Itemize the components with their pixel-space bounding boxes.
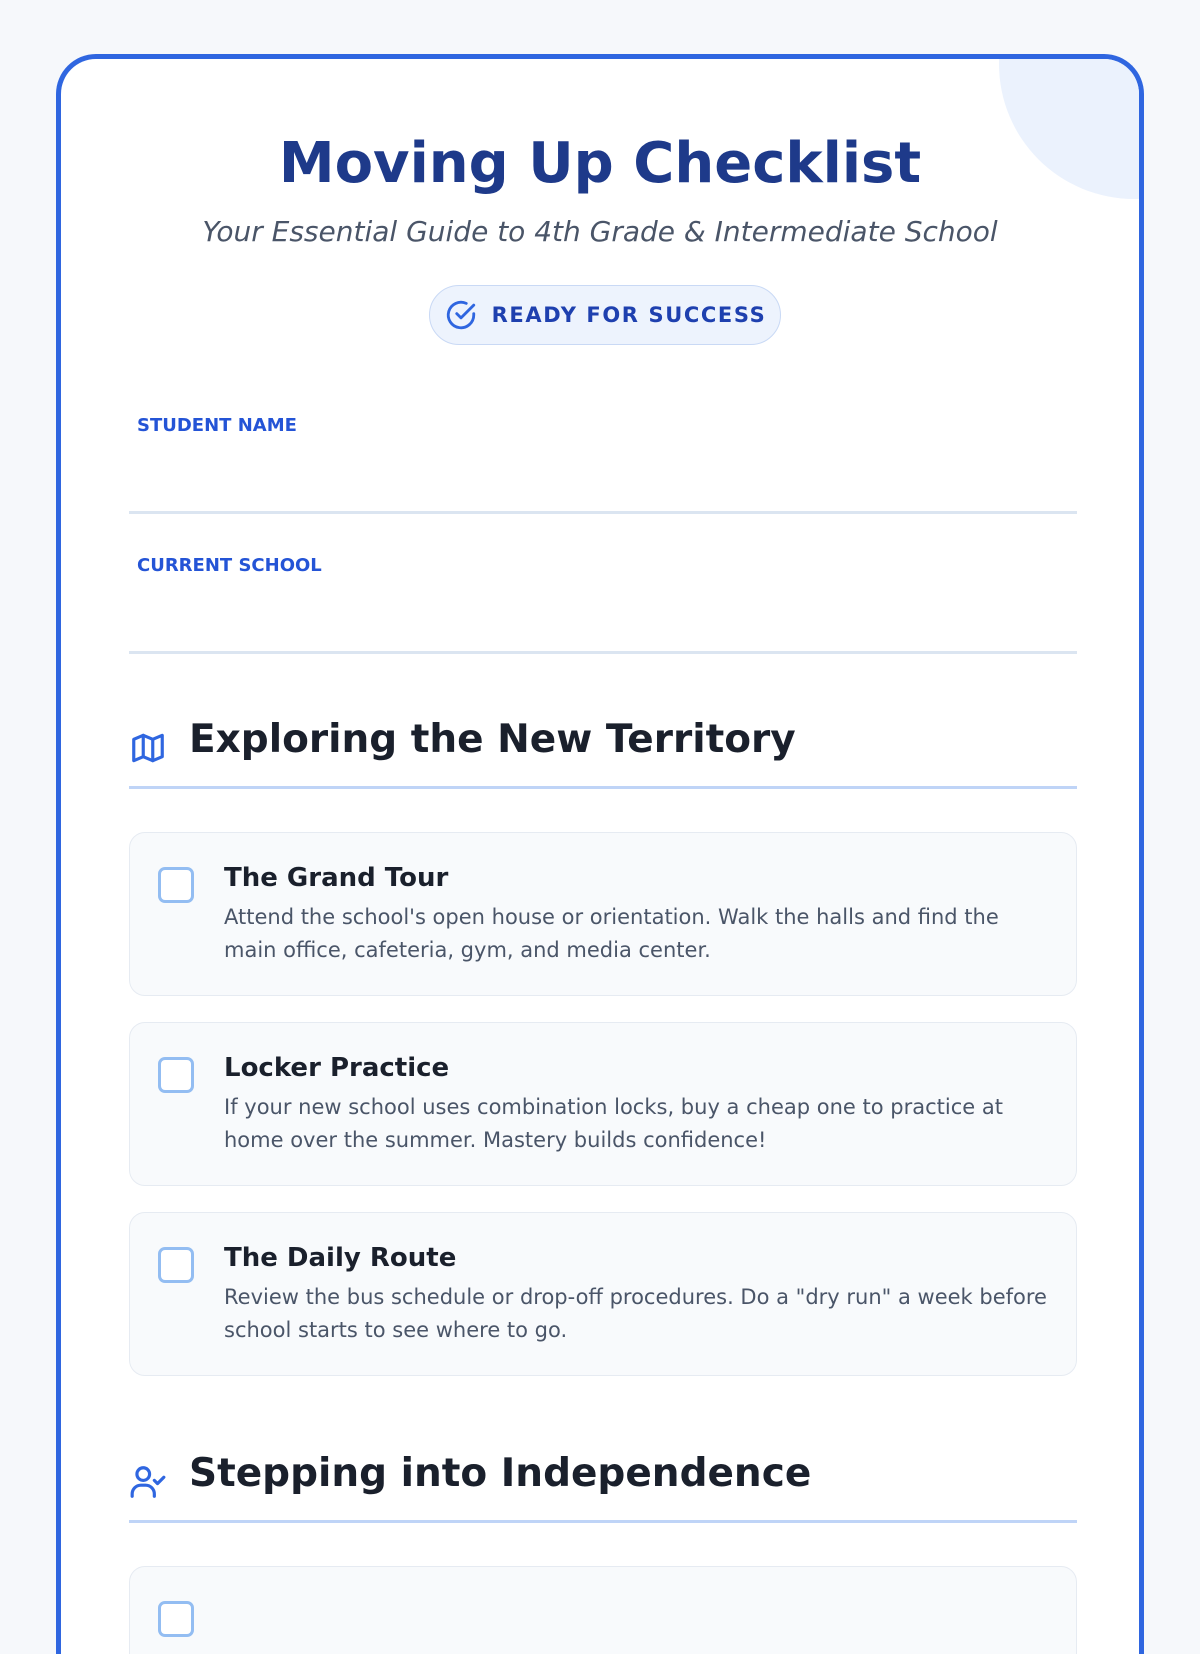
checklist-item[interactable] bbox=[129, 1022, 1077, 1186]
check-circle-icon bbox=[444, 298, 478, 332]
checklist-card bbox=[56, 54, 1144, 1654]
item-checkbox[interactable] bbox=[158, 1247, 194, 1283]
student-name-field[interactable] bbox=[129, 511, 1077, 514]
item-description: Attend the school's open house or orientation. Walk the halls and find the main office, cafeteria, gym, and media center. bbox=[224, 905, 999, 962]
checklist-item[interactable] bbox=[129, 832, 1077, 996]
current-school-field[interactable] bbox=[129, 651, 1077, 654]
page-subtitle: Your Essential Guide to 4th Grade & Intermediate School bbox=[202, 215, 998, 248]
section-divider bbox=[129, 1520, 1077, 1523]
item-description: Review the bus schedule or drop-off procedures. Do a "dry run" a week before school starts to see where to go. bbox=[224, 1285, 1047, 1342]
checklist-item[interactable] bbox=[129, 1566, 1077, 1654]
section-title: Stepping into Independence bbox=[189, 1451, 812, 1496]
map-icon bbox=[129, 729, 167, 767]
current-school-label: CURRENT SCHOOL bbox=[137, 555, 322, 576]
item-title: The Daily Route bbox=[224, 1243, 457, 1273]
checklist-item[interactable] bbox=[129, 1212, 1077, 1376]
section-independence bbox=[129, 1447, 1077, 1523]
item-checkbox[interactable] bbox=[158, 1601, 194, 1637]
section-exploring bbox=[129, 713, 1077, 789]
item-checkbox[interactable] bbox=[158, 867, 194, 903]
page-title: Moving Up Checklist bbox=[278, 131, 922, 196]
item-title: The Grand Tour bbox=[224, 863, 449, 893]
section-divider bbox=[129, 786, 1077, 789]
ready-badge bbox=[429, 285, 781, 345]
section-title: Exploring the New Territory bbox=[189, 717, 796, 762]
item-title: Locker Practice bbox=[224, 1053, 450, 1083]
item-checkbox[interactable] bbox=[158, 1057, 194, 1093]
user-check-icon bbox=[129, 1463, 167, 1501]
student-name-label: STUDENT NAME bbox=[137, 415, 297, 436]
badge-label: READY FOR SUCCESS bbox=[491, 303, 767, 327]
item-description: If your new school uses combination locks, buy a cheap one to practice at home over the summer. Mastery builds confidence! bbox=[224, 1095, 1003, 1152]
